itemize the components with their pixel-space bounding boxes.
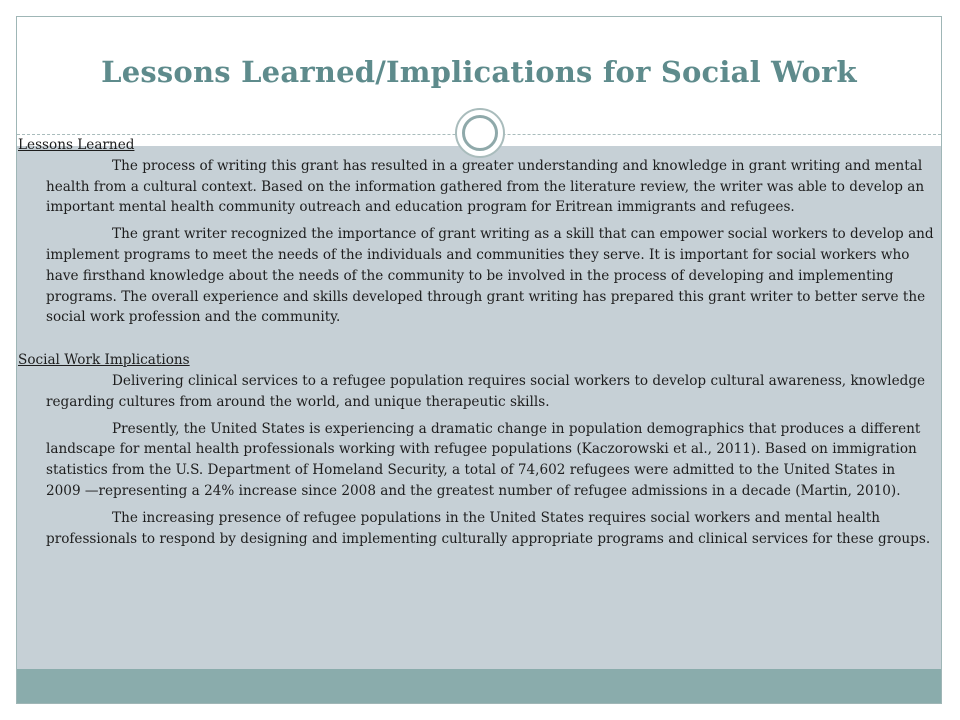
section-gap [18,334,934,350]
paragraph: The grant writer recognized the importance of grant writing as a skill that can empower social workers to develop and implement programs to meet the needs of the individuals and communities they serve. It is important for social workers who have firsthand knowledge about the needs of the community to be involved in the process of developing and implementing programs. The overall experience and skills developed through grant writing has prepared this grant writer to better serve the social work profession and the community. [46,226,934,326]
paragraph: Delivering clinical services to a refugee population requires social workers to develop cultural awareness, knowledge regarding cultures from around the world, and unique therapeutic skills. [46,372,926,410]
paragraph: The increasing presence of refugee populations in the United States requires social workers and mental health professionals to respond by designing and implementing culturally appropriate programs and clinical services for these groups. [46,509,931,547]
footer-bar [17,669,941,703]
paragraph: The process of writing this grant has resulted in a greater understanding and knowledge in grant writing and mental health from a cultural context. Based on the information gathered from the literature review, the writer was able to develop an important mental health community outreach and education program for Eritrean immigrants and refugees. [46,157,925,216]
slide-title: Lessons Learned/Implications for Social Work [101,55,857,89]
paragraph: Presently, the United States is experiencing a dramatic change in population demographics that produces a different landscape for mental health professionals working with refugee populations (Kaczorowski et al., 2011). Based on immigration statistics from the U.S. Department of Homeland Security, a total of 74,602 refugees were admitted to the United States in 2009 —representing a 24% increase since 2008 and the greatest number of refugee admissions in a decade (Martin, 2010). [46,420,921,499]
section-heading-lessons-learned: Lessons Learned [18,137,135,153]
section-heading-social-work-implications: Social Work Implications [18,352,190,369]
slide-content [18,135,934,555]
